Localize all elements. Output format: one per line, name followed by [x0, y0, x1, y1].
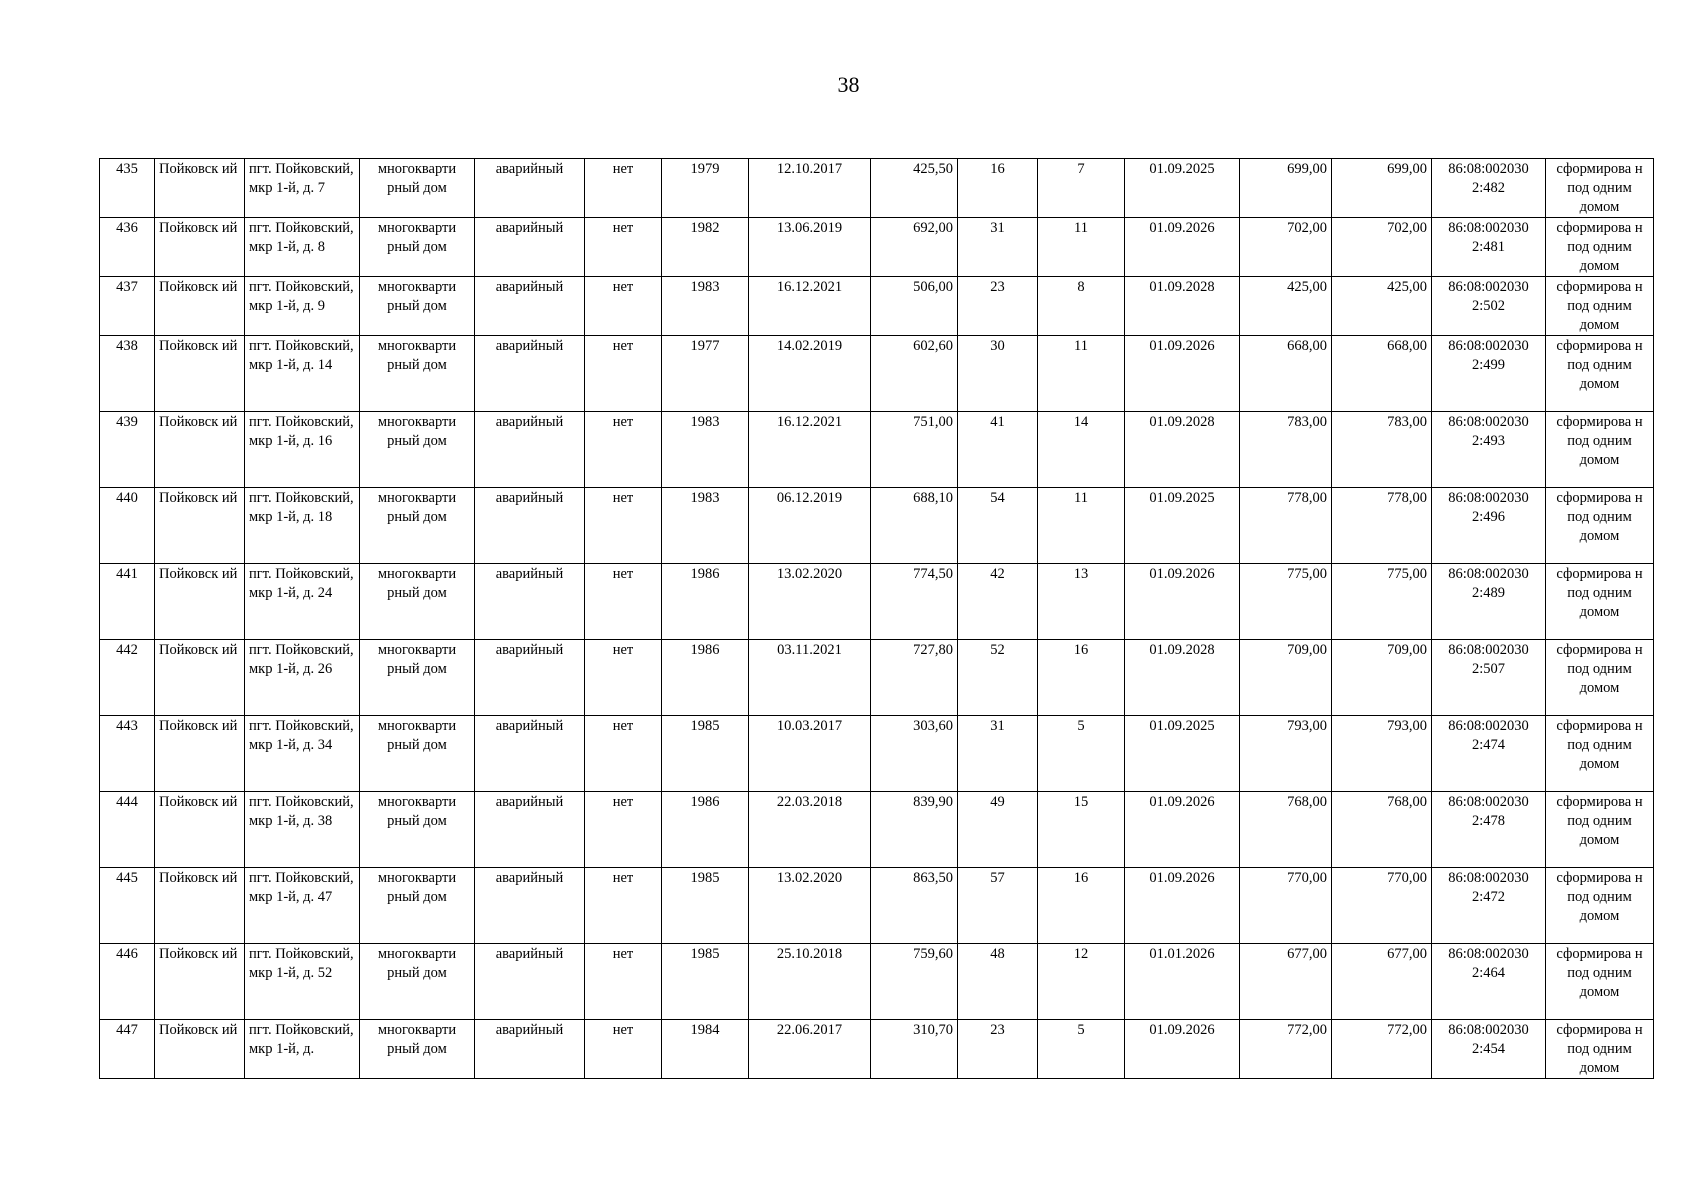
cell-cadastral: 86:08:002030 2:489 — [1432, 564, 1546, 640]
cell-municipality: Пойковск ий — [155, 564, 245, 640]
cell-municipality: Пойковск ий — [155, 336, 245, 412]
cell-year: 1983 — [662, 488, 749, 564]
cell-date-recognized: 22.03.2018 — [749, 792, 871, 868]
cell-value-1: 778,00 — [1240, 488, 1332, 564]
cell-house-type: многокварти рный дом — [360, 1020, 475, 1079]
cell-land-note: сформирова н под одним домом — [1546, 159, 1654, 218]
housing-registry-table — [99, 158, 1654, 1079]
cell-address: пгт. Пойковский, мкр 1-й, д. 8 — [245, 218, 360, 277]
cell-flag: нет — [585, 218, 662, 277]
cell-house-type: многокварти рный дом — [360, 716, 475, 792]
cell-house-type: многокварти рный дом — [360, 159, 475, 218]
cell-land-note: сформирова н под одним домом — [1546, 564, 1654, 640]
cell-date-recognized: 06.12.2019 — [749, 488, 871, 564]
cell-house-type: многокварти рный дом — [360, 277, 475, 336]
cell-land-note: сформирова н под одним домом — [1546, 412, 1654, 488]
cell-house-type: многокварти рный дом — [360, 412, 475, 488]
cell-year: 1979 — [662, 159, 749, 218]
cell-area: 602,60 — [871, 336, 958, 412]
cell-area: 839,90 — [871, 792, 958, 868]
cell-land-note: сформирова н под одним домом — [1546, 716, 1654, 792]
cell-date-recognized: 22.06.2017 — [749, 1020, 871, 1079]
cell-address: пгт. Пойковский, мкр 1-й, д. 16 — [245, 412, 360, 488]
cell-cadastral: 86:08:002030 2:472 — [1432, 868, 1546, 944]
cell-residents: 23 — [958, 277, 1038, 336]
table-row — [100, 277, 1654, 336]
cell-residents: 57 — [958, 868, 1038, 944]
cell-year: 1983 — [662, 277, 749, 336]
cell-year: 1984 — [662, 1020, 749, 1079]
cell-flag: нет — [585, 640, 662, 716]
cell-value-2: 699,00 — [1332, 159, 1432, 218]
cell-flag: нет — [585, 792, 662, 868]
cell-land-note: сформирова н под одним домом — [1546, 218, 1654, 277]
cell-area: 863,50 — [871, 868, 958, 944]
cell-municipality: Пойковск ий — [155, 640, 245, 716]
cell-apartments: 11 — [1038, 218, 1125, 277]
cell-apartments: 13 — [1038, 564, 1125, 640]
cell-date-recognized: 25.10.2018 — [749, 944, 871, 1020]
table-row — [100, 564, 1654, 640]
cell-number: 438 — [100, 336, 155, 412]
table-row — [100, 488, 1654, 564]
table-row — [100, 640, 1654, 716]
cell-municipality: Пойковск ий — [155, 412, 245, 488]
table-row — [100, 868, 1654, 944]
cell-value-1: 709,00 — [1240, 640, 1332, 716]
table-row — [100, 944, 1654, 1020]
cell-house-type: многокварти рный дом — [360, 792, 475, 868]
cell-land-note: сформирова н под одним домом — [1546, 488, 1654, 564]
cell-flag: нет — [585, 488, 662, 564]
table-row — [100, 218, 1654, 277]
cell-land-note: сформирова н под одним домом — [1546, 277, 1654, 336]
cell-deadline: 01.09.2026 — [1125, 218, 1240, 277]
cell-house-type: многокварти рный дом — [360, 218, 475, 277]
cell-value-2: 772,00 — [1332, 1020, 1432, 1079]
cell-address: пгт. Пойковский, мкр 1-й, д. 7 — [245, 159, 360, 218]
cell-status: аварийный — [475, 218, 585, 277]
cell-date-recognized: 12.10.2017 — [749, 159, 871, 218]
cell-apartments: 14 — [1038, 412, 1125, 488]
cell-value-1: 702,00 — [1240, 218, 1332, 277]
cell-value-1: 425,00 — [1240, 277, 1332, 336]
cell-house-type: многокварти рный дом — [360, 868, 475, 944]
cell-status: аварийный — [475, 159, 585, 218]
cell-residents: 48 — [958, 944, 1038, 1020]
cell-number: 443 — [100, 716, 155, 792]
cell-land-note: сформирова н под одним домом — [1546, 944, 1654, 1020]
table-row — [100, 412, 1654, 488]
cell-value-1: 775,00 — [1240, 564, 1332, 640]
cell-status: аварийный — [475, 792, 585, 868]
cell-value-2: 677,00 — [1332, 944, 1432, 1020]
cell-number: 441 — [100, 564, 155, 640]
cell-address: пгт. Пойковский, мкр 1-й, д. 24 — [245, 564, 360, 640]
cell-flag: нет — [585, 868, 662, 944]
cell-number: 437 — [100, 277, 155, 336]
cell-number: 447 — [100, 1020, 155, 1079]
cell-residents: 31 — [958, 218, 1038, 277]
cell-value-1: 677,00 — [1240, 944, 1332, 1020]
cell-flag: нет — [585, 564, 662, 640]
cell-municipality: Пойковск ий — [155, 277, 245, 336]
cell-flag: нет — [585, 944, 662, 1020]
cell-value-1: 772,00 — [1240, 1020, 1332, 1079]
cell-date-recognized: 13.02.2020 — [749, 564, 871, 640]
cell-cadastral: 86:08:002030 2:454 — [1432, 1020, 1546, 1079]
cell-residents: 41 — [958, 412, 1038, 488]
cell-number: 435 — [100, 159, 155, 218]
page-number: 38 — [837, 72, 860, 97]
cell-residents: 30 — [958, 336, 1038, 412]
cell-area: 506,00 — [871, 277, 958, 336]
cell-deadline: 01.09.2028 — [1125, 412, 1240, 488]
cell-value-1: 770,00 — [1240, 868, 1332, 944]
cell-value-1: 668,00 — [1240, 336, 1332, 412]
table-row — [100, 159, 1654, 218]
table-row — [100, 1020, 1654, 1079]
cell-number: 440 — [100, 488, 155, 564]
cell-status: аварийный — [475, 716, 585, 792]
cell-cadastral: 86:08:002030 2:482 — [1432, 159, 1546, 218]
cell-date-recognized: 16.12.2021 — [749, 277, 871, 336]
cell-cadastral: 86:08:002030 2:464 — [1432, 944, 1546, 1020]
cell-apartments: 5 — [1038, 716, 1125, 792]
cell-house-type: многокварти рный дом — [360, 564, 475, 640]
cell-area: 751,00 — [871, 412, 958, 488]
cell-value-2: 770,00 — [1332, 868, 1432, 944]
cell-year: 1986 — [662, 564, 749, 640]
cell-cadastral: 86:08:002030 2:496 — [1432, 488, 1546, 564]
cell-flag: нет — [585, 277, 662, 336]
cell-land-note: сформирова н под одним домом — [1546, 336, 1654, 412]
cell-address: пгт. Пойковский, мкр 1-й, д. — [245, 1020, 360, 1079]
cell-flag: нет — [585, 336, 662, 412]
cell-status: аварийный — [475, 277, 585, 336]
cell-status: аварийный — [475, 336, 585, 412]
cell-residents: 23 — [958, 1020, 1038, 1079]
cell-year: 1986 — [662, 640, 749, 716]
cell-area: 727,80 — [871, 640, 958, 716]
cell-cadastral: 86:08:002030 2:499 — [1432, 336, 1546, 412]
cell-area: 310,70 — [871, 1020, 958, 1079]
table-row — [100, 792, 1654, 868]
cell-value-1: 793,00 — [1240, 716, 1332, 792]
cell-status: аварийный — [475, 868, 585, 944]
cell-deadline: 01.09.2026 — [1125, 336, 1240, 412]
cell-apartments: 7 — [1038, 159, 1125, 218]
cell-deadline: 01.01.2026 — [1125, 944, 1240, 1020]
cell-number: 442 — [100, 640, 155, 716]
cell-residents: 42 — [958, 564, 1038, 640]
cell-status: аварийный — [475, 564, 585, 640]
cell-date-recognized: 14.02.2019 — [749, 336, 871, 412]
cell-area: 774,50 — [871, 564, 958, 640]
cell-address: пгт. Пойковский, мкр 1-й, д. 47 — [245, 868, 360, 944]
cell-area: 692,00 — [871, 218, 958, 277]
cell-house-type: многокварти рный дом — [360, 944, 475, 1020]
table-row — [100, 336, 1654, 412]
cell-number: 436 — [100, 218, 155, 277]
cell-area: 425,50 — [871, 159, 958, 218]
cell-area: 303,60 — [871, 716, 958, 792]
cell-residents: 49 — [958, 792, 1038, 868]
cell-status: аварийный — [475, 488, 585, 564]
cell-municipality: Пойковск ий — [155, 1020, 245, 1079]
cell-status: аварийный — [475, 412, 585, 488]
cell-deadline: 01.09.2028 — [1125, 277, 1240, 336]
cell-apartments: 16 — [1038, 640, 1125, 716]
cell-apartments: 8 — [1038, 277, 1125, 336]
cell-number: 445 — [100, 868, 155, 944]
cell-date-recognized: 16.12.2021 — [749, 412, 871, 488]
cell-value-1: 699,00 — [1240, 159, 1332, 218]
cell-deadline: 01.09.2026 — [1125, 564, 1240, 640]
cell-address: пгт. Пойковский, мкр 1-й, д. 18 — [245, 488, 360, 564]
cell-number: 446 — [100, 944, 155, 1020]
cell-area: 688,10 — [871, 488, 958, 564]
cell-value-1: 783,00 — [1240, 412, 1332, 488]
cell-value-2: 702,00 — [1332, 218, 1432, 277]
cell-municipality: Пойковск ий — [155, 716, 245, 792]
cell-value-2: 778,00 — [1332, 488, 1432, 564]
cell-deadline: 01.09.2026 — [1125, 1020, 1240, 1079]
cell-land-note: сформирова н под одним домом — [1546, 640, 1654, 716]
cell-number: 444 — [100, 792, 155, 868]
cell-land-note: сформирова н под одним домом — [1546, 792, 1654, 868]
cell-flag: нет — [585, 716, 662, 792]
cell-cadastral: 86:08:002030 2:474 — [1432, 716, 1546, 792]
cell-flag: нет — [585, 412, 662, 488]
cell-date-recognized: 13.06.2019 — [749, 218, 871, 277]
cell-municipality: Пойковск ий — [155, 792, 245, 868]
cell-value-2: 793,00 — [1332, 716, 1432, 792]
cell-year: 1982 — [662, 218, 749, 277]
cell-cadastral: 86:08:002030 2:493 — [1432, 412, 1546, 488]
cell-number: 439 — [100, 412, 155, 488]
cell-year: 1983 — [662, 412, 749, 488]
cell-municipality: Пойковск ий — [155, 944, 245, 1020]
cell-year: 1977 — [662, 336, 749, 412]
cell-value-2: 783,00 — [1332, 412, 1432, 488]
cell-deadline: 01.09.2025 — [1125, 488, 1240, 564]
cell-address: пгт. Пойковский, мкр 1-й, д. 26 — [245, 640, 360, 716]
cell-year: 1985 — [662, 868, 749, 944]
cell-address: пгт. Пойковский, мкр 1-й, д. 38 — [245, 792, 360, 868]
cell-year: 1985 — [662, 944, 749, 1020]
cell-value-2: 709,00 — [1332, 640, 1432, 716]
cell-value-2: 425,00 — [1332, 277, 1432, 336]
cell-cadastral: 86:08:002030 2:481 — [1432, 218, 1546, 277]
cell-value-2: 775,00 — [1332, 564, 1432, 640]
cell-status: аварийный — [475, 1020, 585, 1079]
cell-deadline: 01.09.2025 — [1125, 159, 1240, 218]
cell-deadline: 01.09.2026 — [1125, 792, 1240, 868]
cell-apartments: 12 — [1038, 944, 1125, 1020]
cell-date-recognized: 03.11.2021 — [749, 640, 871, 716]
cell-flag: нет — [585, 159, 662, 218]
cell-deadline: 01.09.2025 — [1125, 716, 1240, 792]
cell-house-type: многокварти рный дом — [360, 640, 475, 716]
cell-value-2: 768,00 — [1332, 792, 1432, 868]
cell-date-recognized: 13.02.2020 — [749, 868, 871, 944]
cell-apartments: 11 — [1038, 488, 1125, 564]
cell-status: аварийный — [475, 640, 585, 716]
cell-value-2: 668,00 — [1332, 336, 1432, 412]
cell-address: пгт. Пойковский, мкр 1-й, д. 52 — [245, 944, 360, 1020]
cell-residents: 52 — [958, 640, 1038, 716]
cell-cadastral: 86:08:002030 2:502 — [1432, 277, 1546, 336]
cell-apartments: 15 — [1038, 792, 1125, 868]
cell-year: 1986 — [662, 792, 749, 868]
cell-year: 1985 — [662, 716, 749, 792]
cell-residents: 54 — [958, 488, 1038, 564]
cell-apartments: 16 — [1038, 868, 1125, 944]
cell-municipality: Пойковск ий — [155, 868, 245, 944]
cell-cadastral: 86:08:002030 2:507 — [1432, 640, 1546, 716]
cell-house-type: многокварти рный дом — [360, 488, 475, 564]
cell-address: пгт. Пойковский, мкр 1-й, д. 34 — [245, 716, 360, 792]
cell-municipality: Пойковск ий — [155, 488, 245, 564]
cell-area: 759,60 — [871, 944, 958, 1020]
cell-land-note: сформирова н под одним домом — [1546, 868, 1654, 944]
cell-municipality: Пойковск ий — [155, 159, 245, 218]
cell-house-type: многокварти рный дом — [360, 336, 475, 412]
cell-value-1: 768,00 — [1240, 792, 1332, 868]
cell-apartments: 11 — [1038, 336, 1125, 412]
cell-apartments: 5 — [1038, 1020, 1125, 1079]
cell-land-note: сформирова н под одним домом — [1546, 1020, 1654, 1079]
cell-deadline: 01.09.2028 — [1125, 640, 1240, 716]
cell-deadline: 01.09.2026 — [1125, 868, 1240, 944]
cell-residents: 31 — [958, 716, 1038, 792]
cell-status: аварийный — [475, 944, 585, 1020]
table-row — [100, 716, 1654, 792]
cell-residents: 16 — [958, 159, 1038, 218]
cell-date-recognized: 10.03.2017 — [749, 716, 871, 792]
cell-address: пгт. Пойковский, мкр 1-й, д. 9 — [245, 277, 360, 336]
cell-flag: нет — [585, 1020, 662, 1079]
cell-address: пгт. Пойковский, мкр 1-й, д. 14 — [245, 336, 360, 412]
cell-cadastral: 86:08:002030 2:478 — [1432, 792, 1546, 868]
cell-municipality: Пойковск ий — [155, 218, 245, 277]
